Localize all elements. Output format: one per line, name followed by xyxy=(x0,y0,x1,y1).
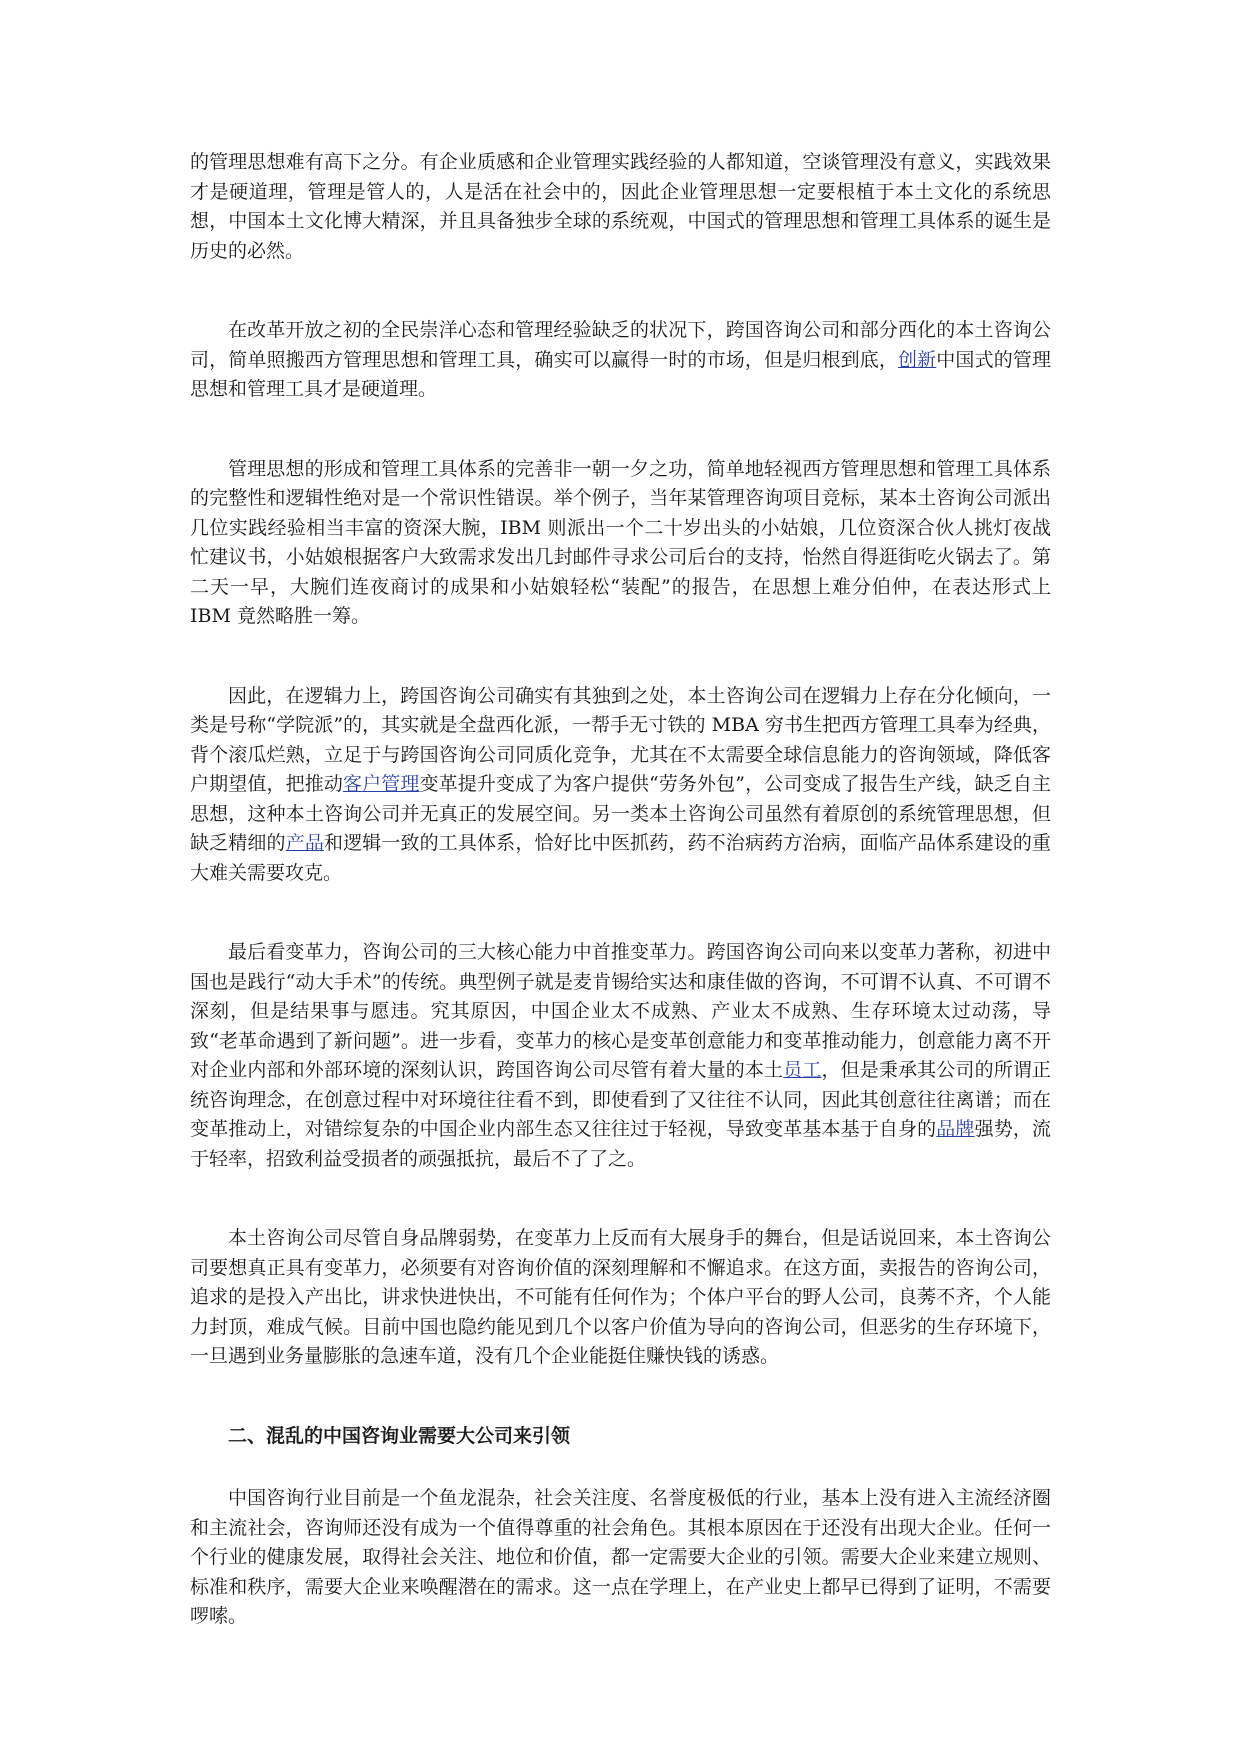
paragraph-5-text-a: 最后看变革力，咨询公司的三大核心能力中首推变革力。跨国咨询公司向来以变革力著称，初进中国也是践行“动大手术”的传统。典型例子就是麦肯锡给实达和康佳做的咨询，不可谓不认真、不可谓不深刻，但是结果事与愿违。究其原因，中国企业太不成熟、产业太不成熟、生存环境太过动荡，导致“老革命遇到了新问题”。进一步看，变革力的核心是变革创意能力和变革推动能力，创意能力离不开对企业内部和外部环境的深刻认识，跨国咨询公司尽管有着大量的本土 xyxy=(190,941,1051,1081)
paragraph-5 xyxy=(190,938,1051,1174)
paragraph-4-text-b: 变革提升变成了为客户提供“劳务外包”，公司变成了报告生产线，缺乏自主思想，这种本土咨询公司并无真正的发展空间。另一类本土咨询公司虽然有着原创的系统管理思想，但缺乏精细的 xyxy=(190,773,1051,854)
paragraph-2-text-a: 在改革开放之初的全民崇洋心态和管理经验缺乏的状况下，跨国咨询公司和部分西化的本土咨询公司，简单照搬西方管理思想和管理工具，确实可以赢得一时的市场，但是归根到底， xyxy=(190,319,1051,371)
paragraph-2 xyxy=(190,316,1051,405)
paragraph-1: 的管理思想难有高下之分。有企业质感和企业管理实践经验的人都知道，空谈管理没有意义，实践效果才是硬道理，管理是管人的，人是活在社会中的，因此企业管理思想一定要根植于本土文化的系统思想，中国本土文化博大精深，并且具备独步全球的系统观，中国式的管理思想和管理工具体系的诞生是历史的必然。 xyxy=(190,151,1051,262)
section-heading: 二、混乱的中国咨询业需要大公司来引领 xyxy=(228,1424,571,1447)
link-product[interactable]: 产品 xyxy=(285,832,324,854)
paragraph-2-text-b: 中国式的管理思想和管理工具才是硬道理。 xyxy=(190,348,1051,400)
link-employee[interactable]: 员工 xyxy=(783,1059,822,1081)
paragraph-4-text-c: 和逻辑一致的工具体系，恰好比中医抓药，药不治病药方治病，面临产品体系建设的重大难关需要攻克。 xyxy=(190,832,1051,884)
paragraph-5-text-c: 强势，流于轻率，招致利益受损者的顽强抵抗，最后不了了之。 xyxy=(190,1118,1051,1170)
link-innovation[interactable]: 创新 xyxy=(898,348,937,371)
link-brand[interactable]: 品牌 xyxy=(936,1118,975,1140)
paragraph-4 xyxy=(190,682,1051,889)
paragraph-6: 本土咨询公司尽管自身品牌弱势，在变革力上反而有大展身手的舞台，但是话说回来，本土咨询公司要想真正具有变革力，必须要有对咨询价值的深刻理解和不懈追求。在这方面，卖报告的咨询公司，追求的是投入产出比，讲求快进快出，不可能有任何作为；个体户平台的野人公司，良莠不齐，个人能力封顶，难成气候。目前中国也隐约能见到几个以客户价值为导向的咨询公司，但恶劣的生存环境下，一旦遇到业务量膨胀的急速车道，没有几个企业能挺住赚快钱的诱惑。 xyxy=(190,1227,1051,1367)
paragraph-7: 中国咨询行业目前是一个鱼龙混杂，社会关注度、名誉度极低的行业，基本上没有进入主流经济圈和主流社会，咨询师还没有成为一个值得尊重的社会角色。其根本原因在于还没有出现大企业。任何一个行业的健康发展，取得社会关注、地位和价值，都一定需要大企业的引领。需要大企业来建立规则、标准和秩序，需要大企业来唤醒潜在的需求。这一点在学理上，在产业史上都早已得到了证明，不需要啰嗦。 xyxy=(190,1487,1051,1627)
paragraph-3: 管理思想的形成和管理工具体系的完善非一朝一夕之功，简单地轻视西方管理思想和管理工具体系的完整性和逻辑性绝对是一个常识性错误。举个例子，当年某管理咨询项目竞标，某本土咨询公司派出几位实践经验相当丰富的资深大腕，IBM 则派出一个二十岁出头的小姑娘，几位资深合伙人挑灯夜战忙建议书，小姑娘根据客户大致需求发出几封邮件寻求公司后台的支持，怡然自得逛街吃火锅去了。第二天一早，大腕们连夜商讨的成果和小姑娘轻松“装配”的报告，在思想上难分伯仲，在表达形式上 IBM 竟然略胜一筹。 xyxy=(190,457,1051,627)
paragraph-5-text-b: ，但是秉承其公司的所谓正统咨询理念，在创意过程中对环境往往看不到，即使看到了又往往不认同，因此其创意往往离谱；而在变革推动上，对错综复杂的中国企业内部生态又往往过于轻视，导致变革基本基于自身的 xyxy=(190,1059,1051,1140)
paragraph-4-text-a: 因此，在逻辑力上，跨国咨询公司确实有其独到之处，本土咨询公司在逻辑力上存在分化倾向，一类是号称“学院派”的，其实就是全盘西化派，一帮手无寸铁的 MBA 穷书生把西方管理工具奉为经典，背个滚瓜烂熟，立足于与跨国咨询公司同质化竞争，尤其在不太需要全球信息能力的咨询领域，降低客户期望值，把推动 xyxy=(190,684,1051,795)
link-customer-management[interactable]: 客户管理 xyxy=(342,773,420,795)
document-body xyxy=(190,148,1051,1682)
